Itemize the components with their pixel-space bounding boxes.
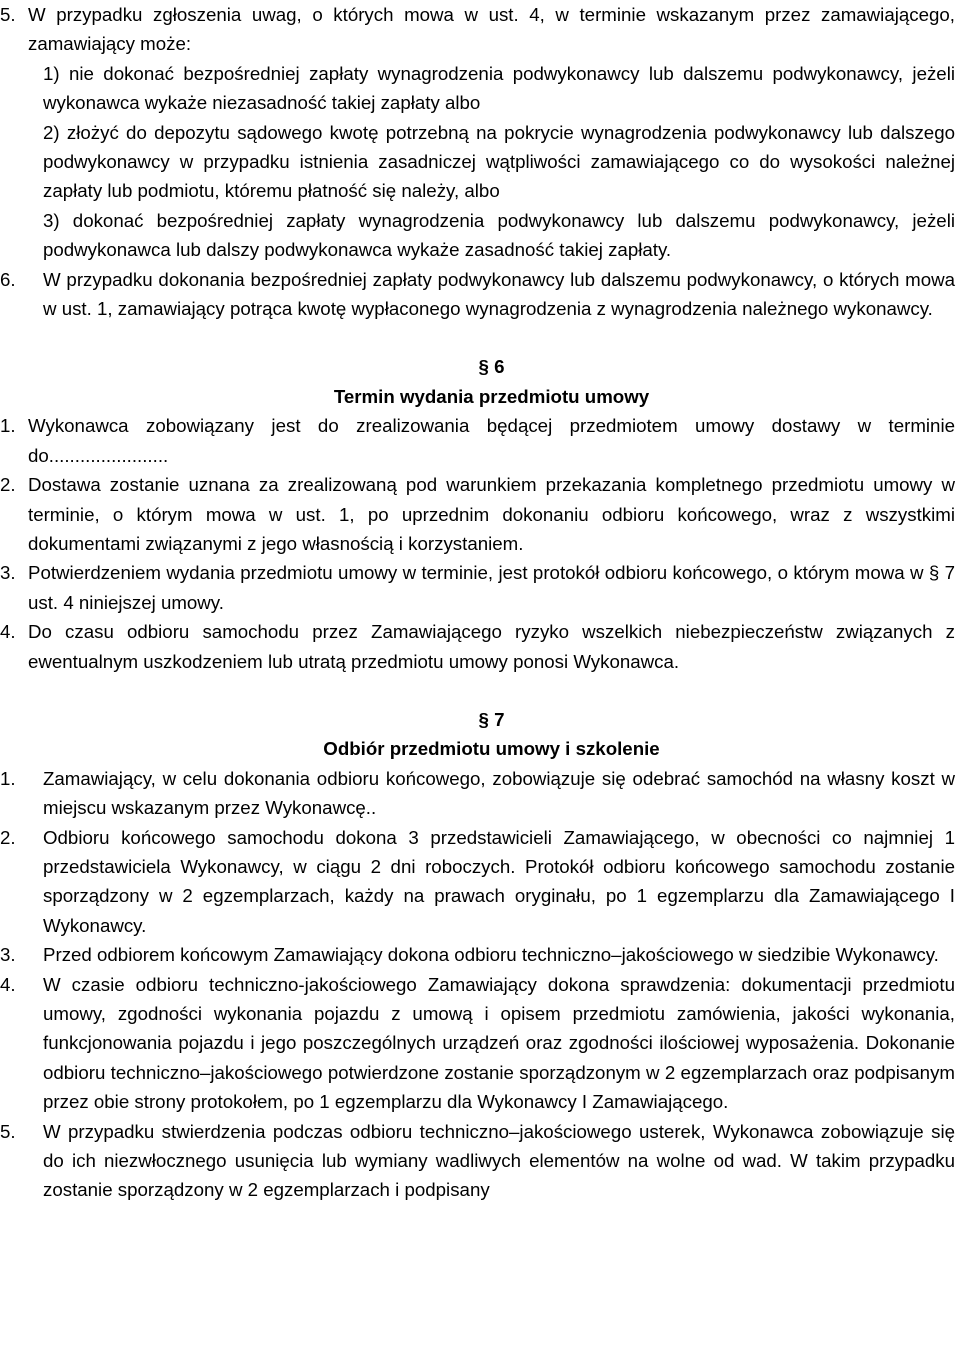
paragraph-item-6: [0, 265, 955, 324]
section-title: Termin wydania przedmiotu umowy: [333, 385, 650, 407]
list-item: [0, 1117, 955, 1205]
item-number: 2.: [0, 474, 16, 496]
item-number: 2.: [0, 826, 16, 848]
list-item: [0, 970, 955, 1117]
spacer: [28, 323, 955, 352]
item-text: W czasie odbioru techniczno-jakościowego Zamawiający dokona sprawdzenia: dokumentacji przedmiotu umowy, zgodności wykonania pojazdu z umową i opisem przedmiotu zamówienia, jakości wykonania, funkcjonowania pojazdu i jego poszczególnych urządzeń oraz zgodności ilościowej wyposażenia. Dokonanie odbioru techniczno–jakościowego potwierdzone zostanie sporządzonym w 2 egzemplarzach oraz podpisanym przez obie strony protokołem, po 1 egzemplarzu dla Wykonawcy I Zamawiającego.: [43, 973, 955, 1113]
item-number: 5.: [0, 4, 16, 25]
list-item: [0, 764, 955, 823]
section-symbol: § 6: [478, 356, 505, 378]
item-number: 5.: [0, 1120, 16, 1142]
subitem-text: 3) dokonać bezpośredniej zapłaty wynagrodzenia podwykonawcy lub dalszemu podwykonawcy, jeżeli podwykonawca lub dalszy podwykonawca wykaże zasadność takiej zapłaty.: [43, 209, 955, 261]
section-title: Odbiór przedmiotu umowy i szkolenie: [323, 738, 660, 760]
spacer: [28, 676, 955, 705]
item-text: W przypadku stwierdzenia podczas odbioru techniczno–jakościowego usterek, Wykonawca zobowiązuje się do ich niezwłocznego usunięcia lub wymiany wadliwych elementów na wolne od wad. W takim przypadku zostanie sporządzony w 2 egzemplarzach i podpisany: [43, 1120, 955, 1201]
subitem: [43, 118, 955, 206]
item-number: 3.: [0, 562, 16, 584]
item-text: Do czasu odbioru samochodu przez Zamawiającego ryzyko wszelkich niebezpieczeństw związanych z ewentualnym uszkodzeniem lub utratą przedmiotu umowy ponosi Wykonawca.: [28, 621, 955, 672]
item-text: Potwierdzeniem wydania przedmiotu umowy w terminie, jest protokół odbioru końcowego, o którym mowa w § 7 ust. 4 niniejszej umowy.: [28, 562, 955, 613]
item-text: W przypadku dokonania bezpośredniej zapłaty podwykonawcy lub dalszemu podwykonawcy, o których mowa w ust. 1, zamawiający potrąca kwotę wypłaconego wynagrodzenia z wynagrodzenia należnego wykonawcy.: [43, 268, 955, 320]
item-text: Dostawa zostanie uznana za zrealizowaną pod warunkiem przekazania kompletnego przedmiotu umowy w terminie, o którym mowa w ust. 1, po uprzednim dokonaniu odbioru końcowego, wraz z wszystkimi dokumentami związanymi z jego własnością i korzystaniem.: [28, 474, 955, 554]
item-number: 1.: [0, 415, 16, 437]
item-number: 4.: [0, 973, 16, 995]
list-item: [0, 823, 955, 941]
item-number: 3.: [0, 944, 16, 966]
paragraph-item-5: [0, 0, 955, 59]
item-text: Przed odbiorem końcowym Zamawiający dokona odbioru techniczno–jakościowego w siedzibie Wykonawcy.: [43, 944, 939, 966]
item-text: W przypadku zgłoszenia uwag, o których mowa w ust. 4, w terminie wskazanym przez zamawiającego, zamawiający może:: [28, 4, 955, 55]
list-item: [0, 940, 955, 969]
section-7-list: [0, 764, 955, 1205]
item-text: Odbioru końcowego samochodu dokona 3 przedstawicieli Zamawiającego, w obecności co najmniej 1 przedstawiciela Wykonawcy, w ciągu 2 dni roboczych. Protokół odbioru końcowego samochodu zostanie sporządzony w 2 egzemplarzach, każdy na prawach oryginału, po 1 egzemplarzu dla Zamawiającego I Wykonawcy.: [43, 826, 955, 936]
subitem-list: [28, 59, 955, 265]
subitem-text: 2) złożyć do depozytu sądowego kwotę potrzebną na pokrycie wynagrodzenia podwykonawcy lub dalszego podwykonawcy w przypadku istnienia zasadniczej wątpliwości zamawiającego co do wysokości należnej zapłaty lub podmiotu, któremu płatność się należy, albo: [43, 121, 955, 202]
list-item: [0, 470, 955, 558]
list-item: [0, 558, 955, 617]
list-item: [0, 411, 955, 470]
subitem-text: 1) nie dokonać bezpośredniej zapłaty wynagrodzenia podwykonawcy lub dalszemu podwykonawcy, jeżeli wykonawca wykaże niezasadność takiej zapłaty albo: [43, 62, 955, 114]
item-number: 1.: [0, 767, 16, 789]
section-symbol: § 7: [478, 708, 505, 730]
item-text: Zamawiający, w celu dokonania odbioru końcowego, zobowiązuje się odebrać samochód na własny koszt w miejscu wskazanym przez Wykonawcę..: [43, 767, 955, 819]
item-number: 6.: [0, 268, 16, 290]
section-6-list: [0, 411, 955, 676]
subitem: [43, 206, 955, 265]
item-text: Wykonawca zobowiązany jest do zrealizowania będącej przedmiotem umowy dostawy w terminie do.......................: [28, 415, 955, 466]
list-item: [0, 617, 955, 676]
subitem: [43, 59, 955, 118]
item-number: 4.: [0, 621, 16, 643]
